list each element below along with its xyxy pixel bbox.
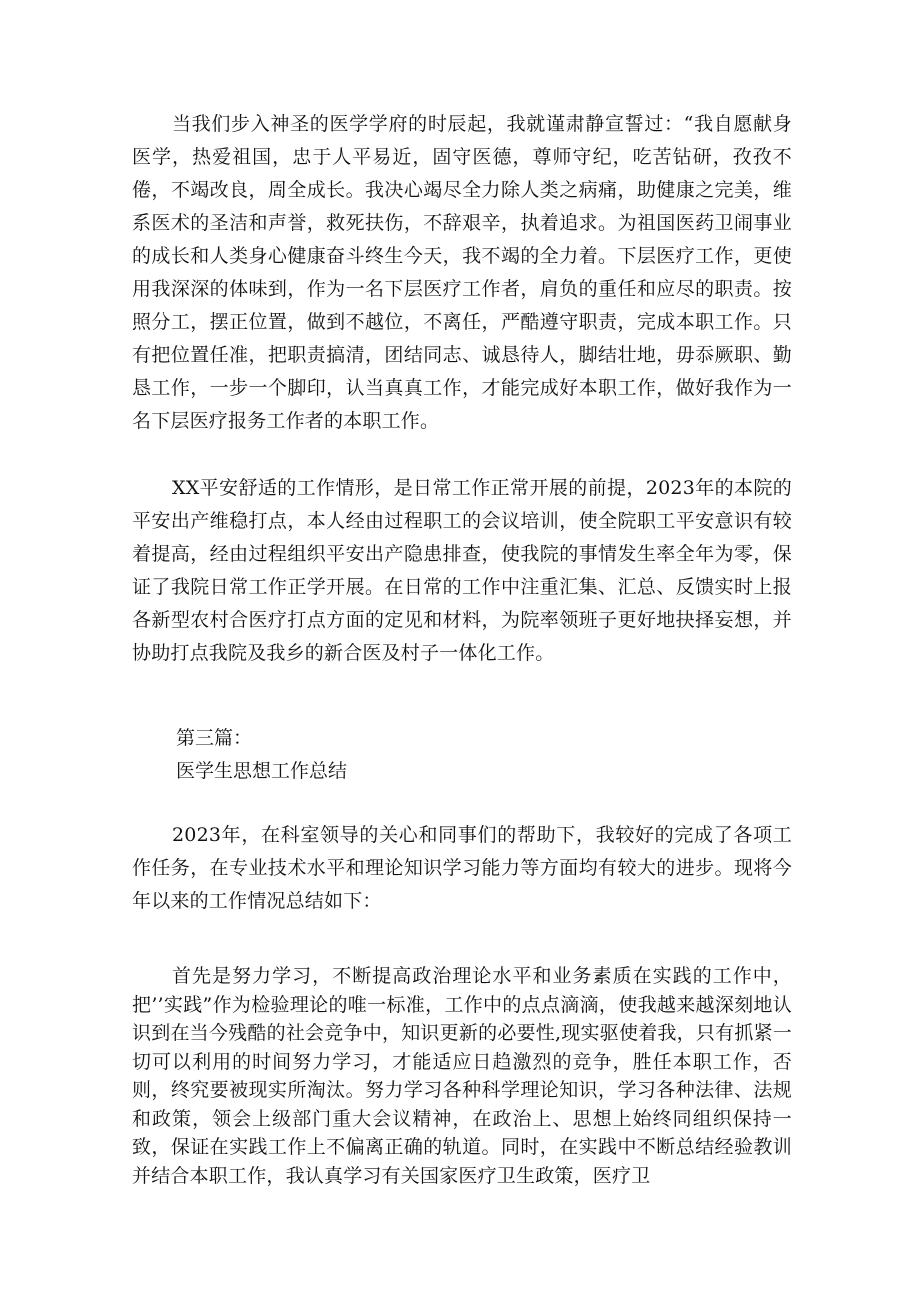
section-title: 医学生思想工作总结 <box>176 760 348 782</box>
paragraph-safety <box>132 472 792 670</box>
paragraph-study <box>132 962 792 1190</box>
paragraph-text: 首先是努力学习，不断提高政治理论水平和业务素质在实践的工作中，把’’实践”作为检验理论的唯一标准，工作中的点点滴滴，使我越来越深刻地认识到在当今残酷的社会竞争中，知识更新的必要性,现实驱使着我，只有抓紧一切可以利用的时间努力学习，才能适应日趋激烈的竞争，胜任本职工作，否则，终究要被现实所淘汰。努力学习各种科学理论知识，学习各种法律、法规和政策，领会上级部门重大会议精神，在政治上、思想上始终同组织保持一致，保证在实践工作上不偏离正确的轨道。同时，在实践中不断总结经验教训并结合本职工作，我认真学习有关国家医疗卫生政策，医疗卫 <box>132 965 792 1187</box>
paragraph-text: 2023年，在科室领导的关心和同事们的帮助下，我较好的完成了各项工作任务，在专业技术水平和理论知识学习能力等方面均有较大的进步。现将今年以来的工作情况总结如下： <box>132 824 792 912</box>
paragraph-summary-intro <box>132 819 792 918</box>
paragraph-text: 当我们步入神圣的医学学府的时辰起，我就谨肃静宣誓过：“我自愿献身医学，热爱祖国，忠于人平易近，固守医德，尊师守纪，吃苦钻研，孜孜不倦，不竭改良，周全成长。我决心竭尽全力除人类之病痛，助健康之完美，维系医术的圣洁和声誉，救死扶伤，不辞艰辛，执着追求。为祖国医药卫闹事业的成长和人类身心健康奋斗终生今天，我不竭的全力着。下层医疗工作，更使用我深深的体味到，作为一名下层医疗工作者，肩负的重任和应尽的职责。按照分工，摆正位置，做到不越位，不离任，严酷遵守职责，完成本职工作。只有把位置任准，把职责搞清，团结同志、诚恳待人，脚结壮地，毋忝厥职、勤恳工作，一步一个脚印，认当真真工作，才能完成好本职工作，做好我作为一名下层医疗报务工作者的本职工作。 <box>132 113 792 432</box>
section-heading <box>132 722 792 788</box>
paragraph-oath <box>132 108 792 438</box>
section-label: 第三篇： <box>176 727 253 749</box>
paragraph-text: XX平安舒适的工作情形，是日常工作正常开展的前提，2023年的本院的平安出产维稳打点，本人经由过程职工的会议培训，使全院职工平安意识有较着提高，经由过程组织平安出产隐患排查，使我院的事情发生率全年为零，保证了我院日常工作正学开展。在日常的工作中注重汇集、汇总、反馈实时上报各新型农村合医疗打点方面的定见和材料，为院率领班子更好地抉择妄想，并协助打点我院及我乡的新合医及村子一体化工作。 <box>132 477 792 664</box>
